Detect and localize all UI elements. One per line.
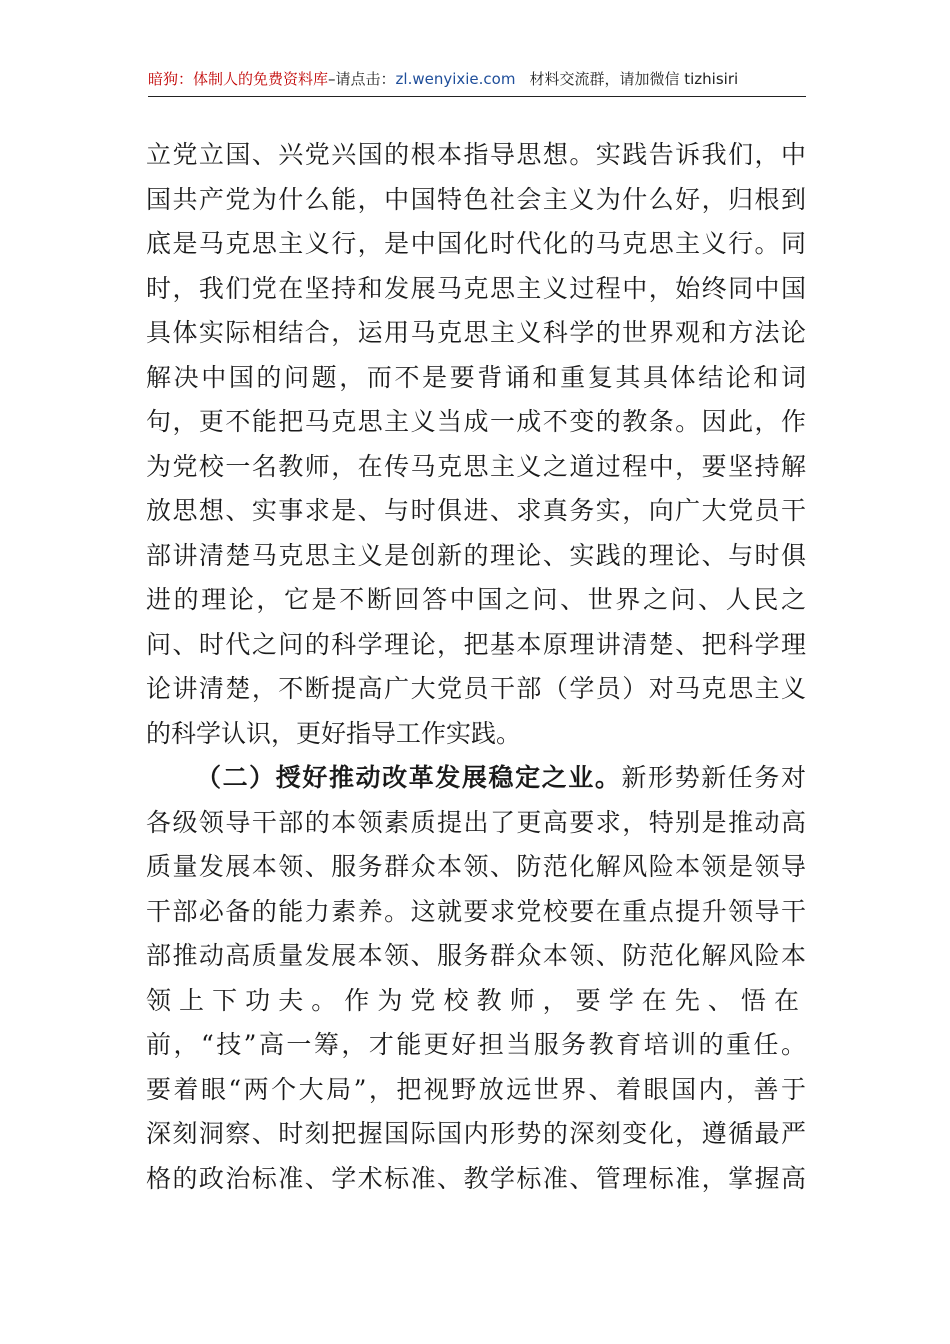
header-site-name: 暗狗：体制人的免费资料库 [148,70,329,88]
paragraph-1 [146,133,806,756]
text-line: 为党校一名教师，在传马克思主义之道过程中，要坚持解 [146,451,806,481]
paragraph-2 [146,756,806,1201]
header-group-info: 材料交流群，请加微信 tizhisiri [529,70,739,88]
text-line: 部推动高质量发展本领、服务群众本领、防范化解风险本 [146,941,806,970]
text-line: 句，更不能把马克思主义当成一成不变的教条。因此，作 [146,407,806,436]
text-line: 具体实际相结合，运用马克思主义科学的世界观和方法论 [146,318,806,347]
page-header [148,66,806,97]
text-line: 的科学认识，更好指导工作实践。 [146,718,522,748]
text-line: 质量发展本领、服务群众本领、防范化解风险本领是领导 [146,852,806,881]
text-line: 底是马克思主义行，是中国化时代化的马克思主义行。同 [146,229,806,258]
text-line: 立党立国、兴党兴国的根本指导思想。实践告诉我们，中 [146,140,806,169]
text-line: 各级领导干部的本领素质提出了更高要求，特别是推动高 [146,807,806,837]
text-line: 深刻洞察、时刻把握国际国内形势的深刻变化，遵循最严 [146,1119,806,1148]
text-line: 领上下功夫。作为党校教师，要学在先、悟在 [146,985,806,1015]
heading-line-rest: 新形势新任务对 [621,763,806,792]
text-line: 前，“技”高一筹，才能更好担当服务教育培训的重任。 [146,1030,806,1059]
text-line: 进的理论，它是不断回答中国之问、世界之问、人民之 [146,585,806,614]
header-click-prompt: –请点击： [328,70,396,88]
header-url-link[interactable]: zl.wenyixie.com [395,70,516,88]
text-line: 干部必备的能力素养。这就要求党校要在重点提升领导干 [146,896,806,926]
text-line: 解决中国的问题，而不是要背诵和重复其具体结论和词 [146,362,806,392]
text-line: 问、时代之问的科学理论，把基本原理讲清楚、把科学理 [146,629,806,659]
text-line: 要着眼“两个大局”，把视野放远世界、着眼国内，善于 [146,1074,806,1104]
text-line: 论讲清楚，不断提高广大党员干部（学员）对马克思主义 [146,674,806,703]
text-line: 格的政治标准、学术标准、教学标准、管理标准，掌握高 [146,1163,806,1193]
paragraph-first-line [146,756,806,801]
text-line: 放思想、实事求是、与时俱进、求真务实，向广大党员干 [146,496,806,525]
text-line: 时，我们党在坚持和发展马克思主义过程中，始终同中国 [146,273,806,303]
text-line: 国共产党为什么能，中国特色社会主义为什么好，归根到 [146,184,806,214]
section-heading: （二）授好推动改革发展稳定之业。 [196,763,622,792]
text-line: 部讲清楚马克思主义是创新的理论、实践的理论、与时俱 [146,540,806,570]
document-body [146,133,806,1201]
